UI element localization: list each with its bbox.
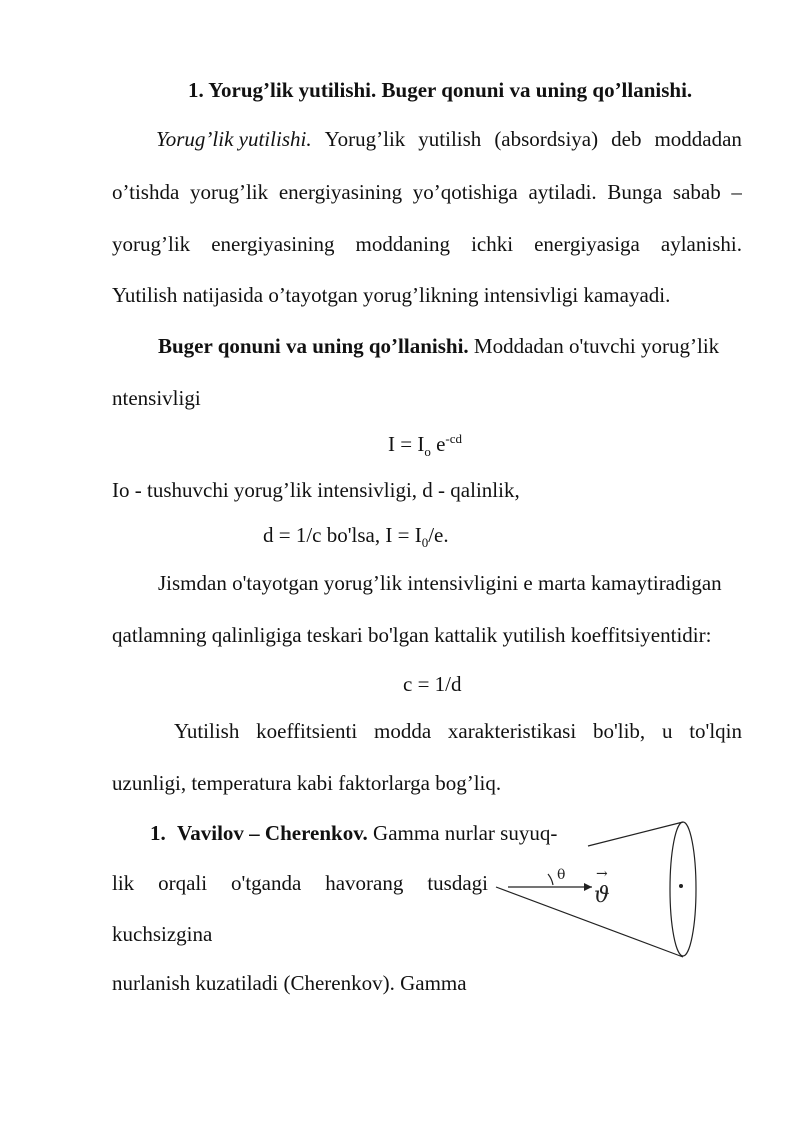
word: energiyasiga bbox=[534, 232, 640, 256]
word: havorang bbox=[325, 871, 404, 895]
word: yutilish bbox=[418, 127, 482, 151]
word: moddadan bbox=[654, 127, 742, 151]
word: sabab bbox=[672, 180, 721, 204]
word: to'lqin bbox=[689, 719, 742, 743]
word: aylanishi. bbox=[660, 232, 742, 256]
formula-sub: 0 bbox=[421, 535, 429, 551]
formula-exp-base: e bbox=[430, 432, 446, 456]
word: Yorug’lik bbox=[324, 127, 406, 151]
word: orqali bbox=[158, 871, 208, 895]
paragraph-2-line-2: ntensivligi bbox=[112, 386, 201, 410]
word: Bunga bbox=[607, 180, 663, 204]
list-number: 1. bbox=[150, 821, 166, 845]
paragraph-3-line-1: Jismdan o'tayotgan yorug’lik intensivligini e marta kamaytiradigan bbox=[158, 571, 722, 595]
angle-arc bbox=[548, 874, 553, 885]
paragraph-4-line-2: uzunligi, temperatura kabi faktorlarga bog’liq. bbox=[112, 771, 502, 795]
word: lik bbox=[112, 871, 135, 895]
word: yo’qotishiga bbox=[412, 180, 518, 204]
word: ichki bbox=[471, 232, 514, 256]
word: yorug’lik bbox=[112, 232, 191, 256]
word: tusdagi bbox=[427, 871, 488, 895]
word: modda bbox=[373, 719, 432, 743]
formula-coefficient: c = 1/d bbox=[403, 672, 462, 696]
velocity-vector-arrow: → bbox=[596, 866, 608, 882]
formula-sub: o bbox=[424, 444, 431, 460]
angle-label: θ bbox=[557, 867, 566, 883]
formula-lhs: I = I bbox=[388, 432, 425, 456]
paragraph-2-rest: Moddadan o'tuvchi yorug’lik bbox=[473, 334, 720, 358]
word: (absordsiya) bbox=[494, 127, 599, 151]
word: deb bbox=[611, 127, 642, 151]
vavilov-cherenkov-lead: Vavilov – Cherenkov. bbox=[177, 821, 368, 845]
word: koeffitsienti bbox=[256, 719, 358, 743]
cone-center-dot bbox=[679, 884, 683, 888]
cone-upper-edge bbox=[588, 822, 683, 846]
word: energiyasining bbox=[211, 232, 335, 256]
word: u bbox=[661, 719, 673, 743]
arrow-head bbox=[584, 883, 592, 891]
paragraph-5-line-3: kuchsizgina bbox=[112, 922, 213, 946]
word: aytiladi. bbox=[528, 180, 597, 204]
word: Yutilish bbox=[174, 719, 240, 743]
paragraph-1-line-4: Yutilish natijasida o’tayotgan yorug’likning intensivligi kamayadi. bbox=[112, 283, 671, 307]
word: o’tishda bbox=[112, 180, 180, 204]
io-definition-line: Io - tushuvchi yorug’lik intensivligi, d - qalinlik, bbox=[112, 478, 520, 502]
formula-part: d = 1/c bo'lsa, I = I bbox=[263, 523, 422, 547]
word: o'tganda bbox=[231, 871, 302, 895]
word: – bbox=[731, 180, 742, 204]
word: bo'lib, bbox=[592, 719, 646, 743]
word: xarakteristikasi bbox=[447, 719, 577, 743]
word: energiyasining bbox=[278, 180, 403, 204]
word: yorug’lik bbox=[189, 180, 269, 204]
absorption-lead: Yorug’lik yutilishi. bbox=[156, 127, 312, 151]
paragraph-3-line-2: qatlamning qalinligiga teskari bo'lgan kattalik yutilish koeffitsiyentidir: bbox=[112, 623, 712, 647]
cone-lower-edge bbox=[496, 887, 683, 957]
formula-part: /e. bbox=[428, 523, 449, 547]
section-title: 1. Yorug’lik yutilishi. Buger qonuni va uning qo’llanishi. bbox=[188, 78, 693, 102]
velocity-label: ϑ bbox=[594, 883, 610, 908]
paragraph-5-rest: Gamma nurlar suyuq- bbox=[373, 821, 558, 845]
cone-base bbox=[670, 822, 696, 956]
formula-exponent: -cd bbox=[445, 431, 463, 446]
paragraph-5-line-4: nurlanish kuzatiladi (Cherenkov). Gamma bbox=[112, 971, 467, 995]
buger-lead: Buger qonuni va uning qo’llanishi. bbox=[158, 334, 469, 358]
word: moddaning bbox=[355, 232, 451, 256]
